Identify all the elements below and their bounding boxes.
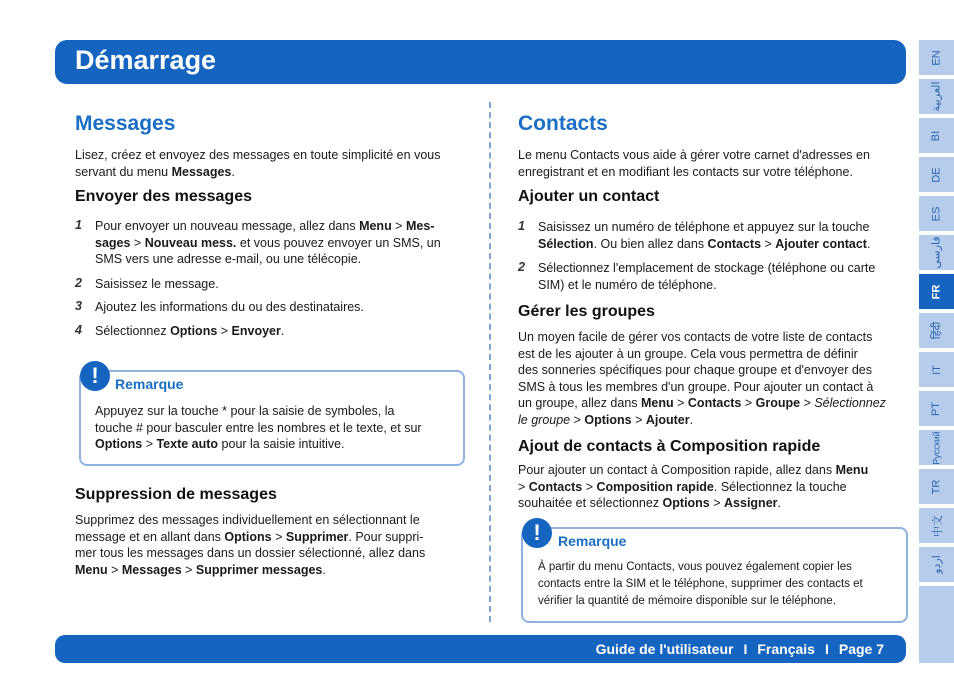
speed-dial-title: Ajout de contacts à Composition rapide	[518, 438, 821, 455]
page-footer	[55, 635, 906, 663]
contacts-intro: Le menu Contacts vous aide à gérer votre carnet d'adresses en enregistrant et en modifiant les contacts sur votre téléphone.	[518, 148, 870, 179]
step-number: 4	[75, 323, 82, 337]
add-step-1: Saisissez un numéro de téléphone et appuyez sur la touche Sélection. Ou bien allez dans Contacts > Ajouter contact.	[538, 220, 871, 251]
send-step-4: Sélectionnez Options > Envoyer.	[95, 324, 285, 338]
step-number: 2	[75, 276, 82, 290]
lang-tab-es[interactable]: ES	[919, 196, 954, 231]
messages-intro: Lisez, créez et envoyez des messages en toute simplicité en vous servant du menu Messages.	[75, 148, 441, 179]
lang-tab-bi[interactable]: BI	[919, 118, 954, 153]
note-title: Remarque	[115, 376, 184, 392]
lang-tab-zh[interactable]: 中文	[919, 508, 954, 543]
lang-tab-ar[interactable]: العربية	[919, 79, 954, 114]
note-title: Remarque	[558, 533, 627, 549]
column-divider	[489, 102, 491, 622]
lang-tab-tr[interactable]: TR	[919, 469, 954, 504]
lang-tab-fa[interactable]: فارسی	[919, 235, 954, 270]
lang-tab-fr[interactable]: FR	[919, 274, 954, 309]
delete-messages-text: Supprimez des messages individuellement en sélectionnant le message et en allant dans Options > Supprimer. Pour suppri- mer tous les messages dans un dossier sélectionné, allez dans Menu > Messages > Supprimer messages.	[75, 513, 426, 577]
send-messages-title: Envoyer des messages	[75, 188, 252, 205]
note-text: Appuyez sur la touche * pour la saisie de symboles, la touche # pour basculer entre les nombres et le texte, et sur Options > Texte auto pour la saisie intuitive.	[95, 404, 422, 451]
lang-tab-pt[interactable]: PT	[919, 391, 954, 426]
contacts-title: Contacts	[518, 112, 608, 135]
lang-tab-spacer	[919, 586, 954, 663]
add-contact-title: Ajouter un contact	[518, 188, 660, 205]
note-box	[521, 527, 908, 623]
speed-dial-text: Pour ajouter un contact à Composition rapide, allez dans Menu > Contacts > Composition rapide. Sélectionnez la touche souhaitée et sélectionnez Options > Assigner.	[518, 463, 869, 510]
step-number: 3	[75, 299, 82, 313]
step-number: 1	[518, 219, 525, 233]
note-box	[79, 370, 465, 466]
messages-title: Messages	[75, 112, 176, 135]
send-step-1: Pour envoyer un nouveau message, allez dans Menu > Mes- sages > Nouveau mess. et vous pouvez envoyer un SMS, un SMS vers une adresse e-mail, ou une télécopie.	[95, 219, 441, 266]
note-text: À partir du menu Contacts, vous pouvez également copier les contacts entre la SIM et le téléphone, supprimer des contacts et vérifier la quantité de mémoire disponible sur le téléphone.	[538, 561, 863, 607]
groups-text: Un moyen facile de gérer vos contacts de votre liste de contacts est de les ajouter à un groupe. Cela vous permettra de définir des sonneries spécifiques pour chaque groupe et d'envoyer des SMS à tous les membres d'un groupe. Pour ajouter un contact à un groupe, allez dans Menu > Contacts > Groupe > Sélectionnez le groupe > Options > Ajouter.	[518, 330, 886, 427]
groups-title: Gérer les groupes	[518, 303, 655, 320]
step-number: 1	[75, 218, 82, 232]
page-header	[55, 40, 906, 84]
send-step-2: Saisissez le message.	[95, 277, 219, 291]
language-sidebar	[919, 40, 954, 663]
exclamation-icon: !	[522, 518, 552, 548]
page-title: Démarrage	[75, 45, 217, 75]
lang-tab-en[interactable]: EN	[919, 40, 954, 75]
lang-tab-it[interactable]: IT	[919, 352, 954, 387]
delete-messages-title: Suppression de messages	[75, 486, 277, 503]
lang-tab-de[interactable]: DE	[919, 157, 954, 192]
exclamation-icon: !	[80, 361, 110, 391]
lang-tab-hi[interactable]: हिंदी	[919, 313, 954, 348]
lang-tab-ur[interactable]: اردو	[919, 547, 954, 582]
send-step-3: Ajoutez les informations du ou des destinataires.	[95, 300, 364, 314]
add-step-2: Sélectionnez l'emplacement de stockage (téléphone ou carte SIM) et le numéro de téléphone.	[538, 261, 876, 292]
lang-tab-ru[interactable]: Русский	[919, 430, 954, 465]
step-number: 2	[518, 260, 525, 274]
footer-text: Guide de l'utilisateur I Français I Page 7	[595, 641, 884, 657]
